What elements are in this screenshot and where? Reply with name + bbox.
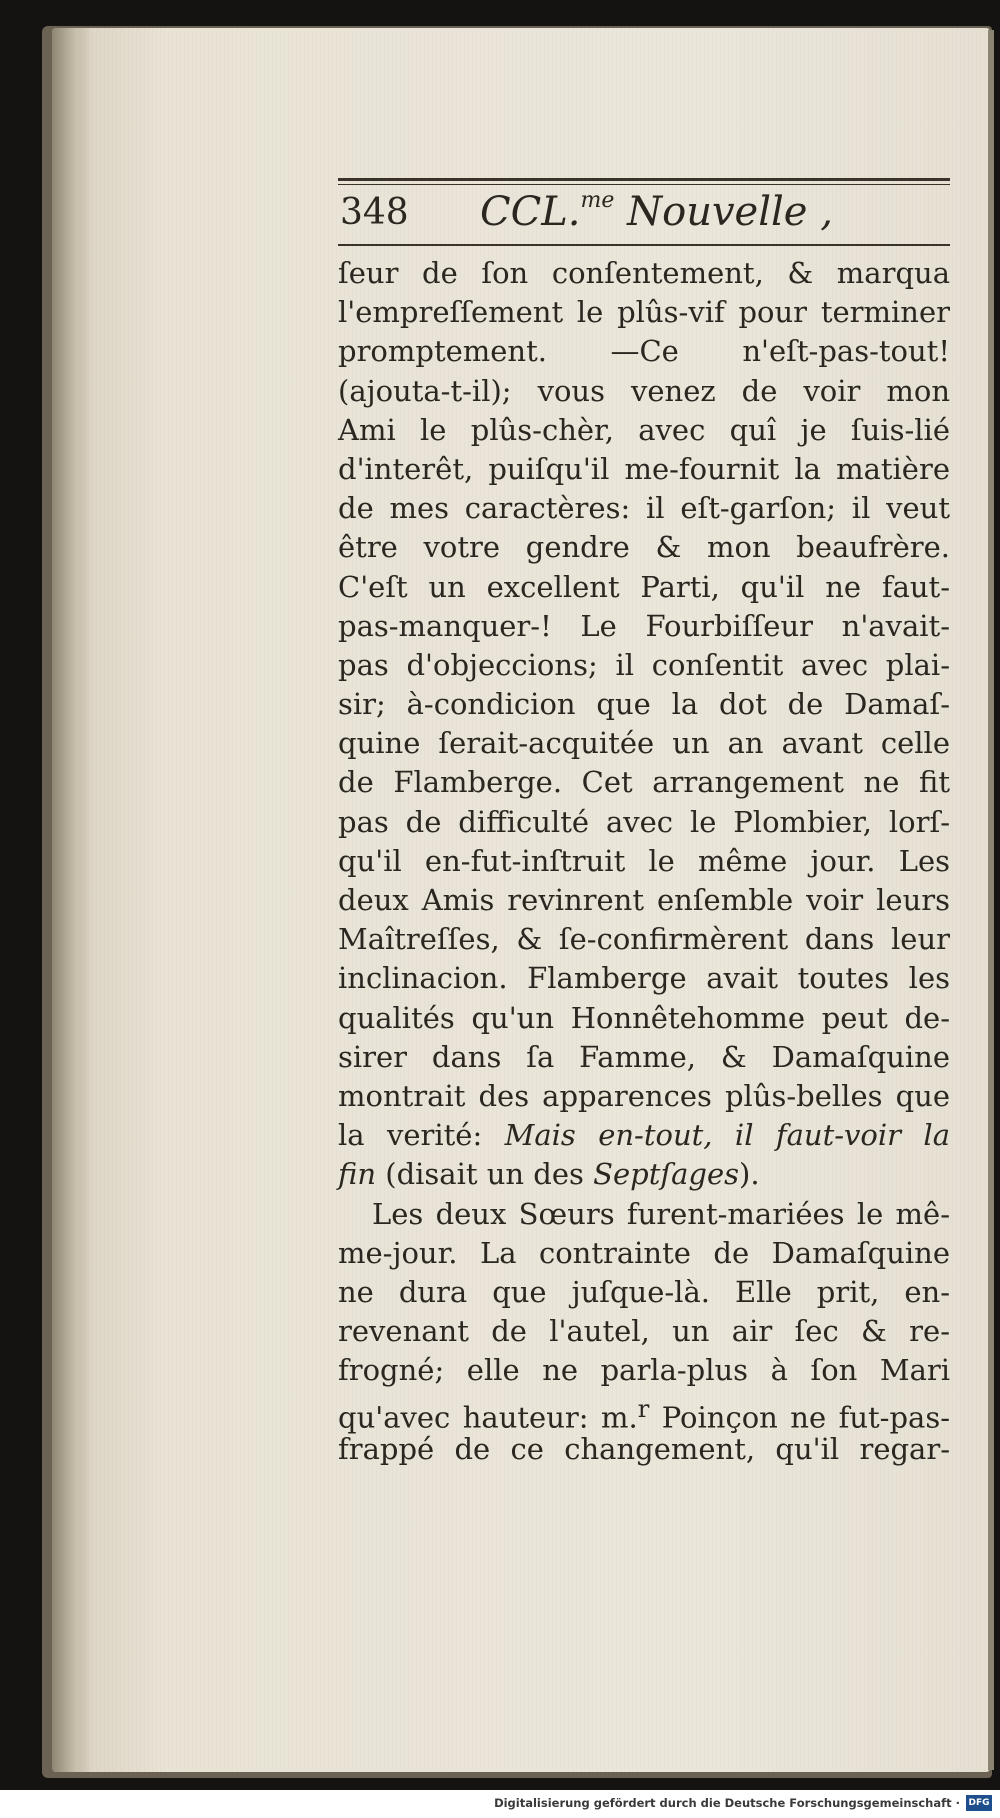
- text-line: être votre gendre & mon beaufrère.: [338, 530, 950, 565]
- text-line: qu'il en-fut-inſtruit le même jour. Les: [338, 843, 950, 878]
- running-title: [480, 188, 833, 235]
- text-line: ne dura que juſque-là. Elle prit, en-: [338, 1274, 950, 1309]
- running-head: [338, 188, 950, 240]
- header-underline: [338, 244, 950, 246]
- text-line: pas de difficulté avec le Plombier, lorſ-: [338, 804, 950, 839]
- text-line: promptement. —Ce n'eſt-pas-tout!: [338, 334, 950, 369]
- text-line-mixed: [338, 1390, 950, 1436]
- text-italic: Mais en-tout, il faut-voir la: [504, 1118, 950, 1153]
- paragraph-start-line: Les deux Sœurs furent-mariées le mê-: [372, 1196, 950, 1231]
- text-line: montrait des apparences plûs-belles que: [338, 1078, 950, 1113]
- running-title-prefix: CCL.: [480, 189, 581, 235]
- text-line: Maîtreſſes, & ſe-confirmèrent dans leur: [338, 922, 950, 957]
- text-line: C'eſt un excellent Parti, qu'il ne faut-: [338, 569, 950, 604]
- text-roman: ).: [739, 1157, 760, 1192]
- text-line: inclinacion. Flamberge avait toutes les: [338, 961, 950, 996]
- text-line: pas d'objeccions; il conſentit avec plai-: [338, 647, 950, 682]
- header-rule-thin: [338, 184, 950, 185]
- text-roman: qu'avec hauteur: m.: [338, 1401, 638, 1436]
- text-line: sir; à-condicion que la dot de Damaſ-: [338, 687, 950, 722]
- text-roman: Poinçon ne fut-pas-: [649, 1401, 950, 1436]
- text-line: ſeur de ſon conſentement, & marqua: [338, 256, 950, 290]
- text-line: de mes caractères: il eſt-garſon; il veut: [338, 491, 950, 526]
- dfg-logo: DFG: [966, 1795, 992, 1811]
- text-line: quine ſerait-acquitée un an avant celle: [338, 726, 950, 761]
- text-line-mixed: [338, 1116, 950, 1155]
- text-italic: fin: [338, 1157, 377, 1192]
- text-line: sirer dans ſa Famme, & Damaſquine: [338, 1039, 950, 1074]
- text-roman: (disait un des: [376, 1157, 594, 1192]
- text-line: qualités qu'un Honnêtehomme peut de-: [338, 1000, 950, 1035]
- text-line: deux Amis revinrent enſemble voir leurs: [338, 883, 950, 917]
- text-line: de Flamberge. Cet arrangement ne fit: [338, 765, 950, 800]
- footer-bar: [0, 1790, 1000, 1818]
- text-line-mixed: [338, 1155, 950, 1194]
- text-line: frappé de ce changement, qu'il regar-: [338, 1431, 950, 1466]
- body-text: [338, 254, 950, 1469]
- header-rule: [338, 178, 950, 181]
- funding-credit: Digitalisierung gefördert durch die Deutsche Forschungsgemeinschaft ·: [494, 1796, 960, 1810]
- page-number: 348: [340, 192, 409, 233]
- running-title-sup: me: [580, 188, 615, 213]
- running-title-suffix: Nouvelle ,: [627, 189, 833, 235]
- text-line: (ajouta-t-il); vous venez de voir mon: [338, 373, 950, 408]
- text-line: l'empreſſement le plûs-vif pour terminer: [338, 295, 950, 330]
- text-superscript: r: [637, 1395, 650, 1424]
- text-line: me-jour. La contrainte de Damaſquine: [338, 1235, 950, 1270]
- page-gutter: [52, 28, 92, 1772]
- text-line: revenant de l'autel, un air ſec & re-: [338, 1314, 950, 1349]
- text-line: frogné; elle ne parla-plus à ſon Mari: [338, 1353, 950, 1388]
- text-italic: Septſages: [593, 1157, 740, 1192]
- text-line: d'interêt, puiſqu'il me-fournit la matière: [338, 451, 950, 486]
- page-right-edge: [988, 30, 994, 1770]
- text-line: pas-manquer-! Le Fourbiſſeur n'avait-: [338, 608, 950, 643]
- text-line: Ami le plûs-chèr, avec quî je ſuis-lié: [338, 412, 950, 447]
- text-roman: la verité:: [338, 1118, 505, 1153]
